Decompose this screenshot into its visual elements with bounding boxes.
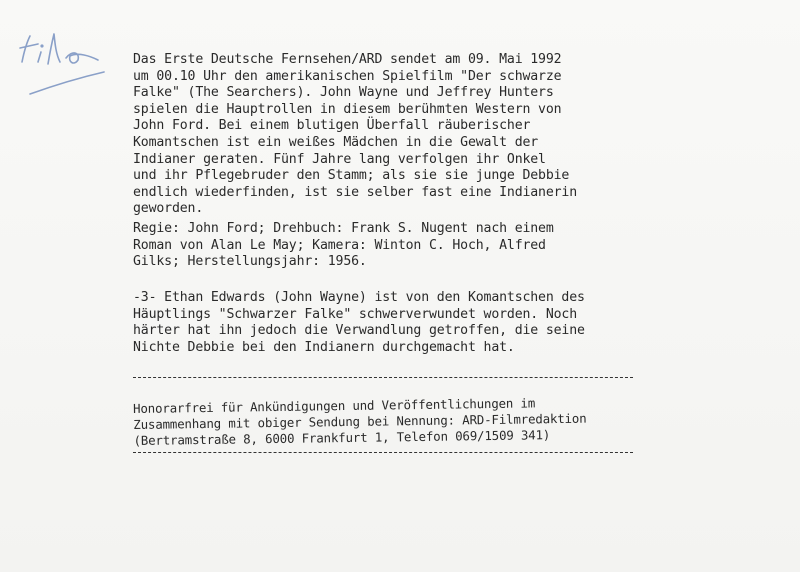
dashed-divider-bottom — [133, 452, 633, 453]
paragraph-announcement — [133, 52, 603, 218]
paragraph-caption — [133, 290, 603, 356]
text-line: um 00.10 Uhr den amerikanischen Spielfilm "Der schwarze — [133, 68, 562, 84]
text-line: Roman von Alan Le May; Kamera: Winton C. Hoch, Alfred — [133, 237, 546, 253]
text-line: Das Erste Deutsche Fernsehen/ARD sendet am 09. Mai 1992 — [133, 52, 562, 67]
text-line: und ihr Pflegebruder den Stamm; als sie sie junge Debbie — [133, 168, 570, 184]
text-line: härter hat ihn jedoch die Verwandlung getroffen, die seine — [133, 323, 585, 339]
text-line: -3- Ethan Edwards (John Wayne) ist von den Komantschen des — [133, 290, 585, 305]
text-line: Zusammenhang mit obiger Sendung bei Nennung: ARD-Filmredaktion — [133, 410, 587, 432]
text-line: geworden. — [133, 201, 204, 217]
handwritten-note — [8, 22, 118, 102]
paragraph-credits — [133, 221, 603, 271]
text-line: Regie: John Ford; Drehbuch: Frank S. Nugent nach einem — [133, 221, 554, 236]
text-line: spielen die Hauptrollen in diesem berühmten Western von — [133, 101, 562, 117]
text-line: Gilks; Herstellungsjahr: 1956. — [133, 254, 367, 270]
text-line: Nichte Debbie bei den Indianern durchgemacht hat. — [133, 339, 515, 355]
text-line: Häuptlings "Schwarzer Falke" schwerverwundet worden. Noch — [133, 306, 578, 322]
footer-notice — [133, 394, 604, 449]
text-line: endlich wiederfinden, ist sie selber fast eine Indianerin — [133, 184, 578, 200]
dashed-divider-top — [133, 377, 633, 378]
text-line: John Ford. Bei einem blutigen Überfall räuberischer — [133, 118, 531, 134]
text-line: Honorarfrei für Ankündigungen und Veröffentlichungen im — [133, 395, 536, 416]
text-line: (Bertramstraße 8, 6000 Frankfurt 1, Telefon 069/1509 341) — [133, 427, 551, 448]
text-line: Falke" (The Searchers). John Wayne und Jeffrey Hunters — [133, 85, 554, 101]
text-line: Komantschen ist ein weißes Mädchen in die Gewalt der — [133, 134, 539, 150]
text-line: Indianer geraten. Fünf Jahre lang verfolgen ihr Onkel — [133, 151, 546, 167]
